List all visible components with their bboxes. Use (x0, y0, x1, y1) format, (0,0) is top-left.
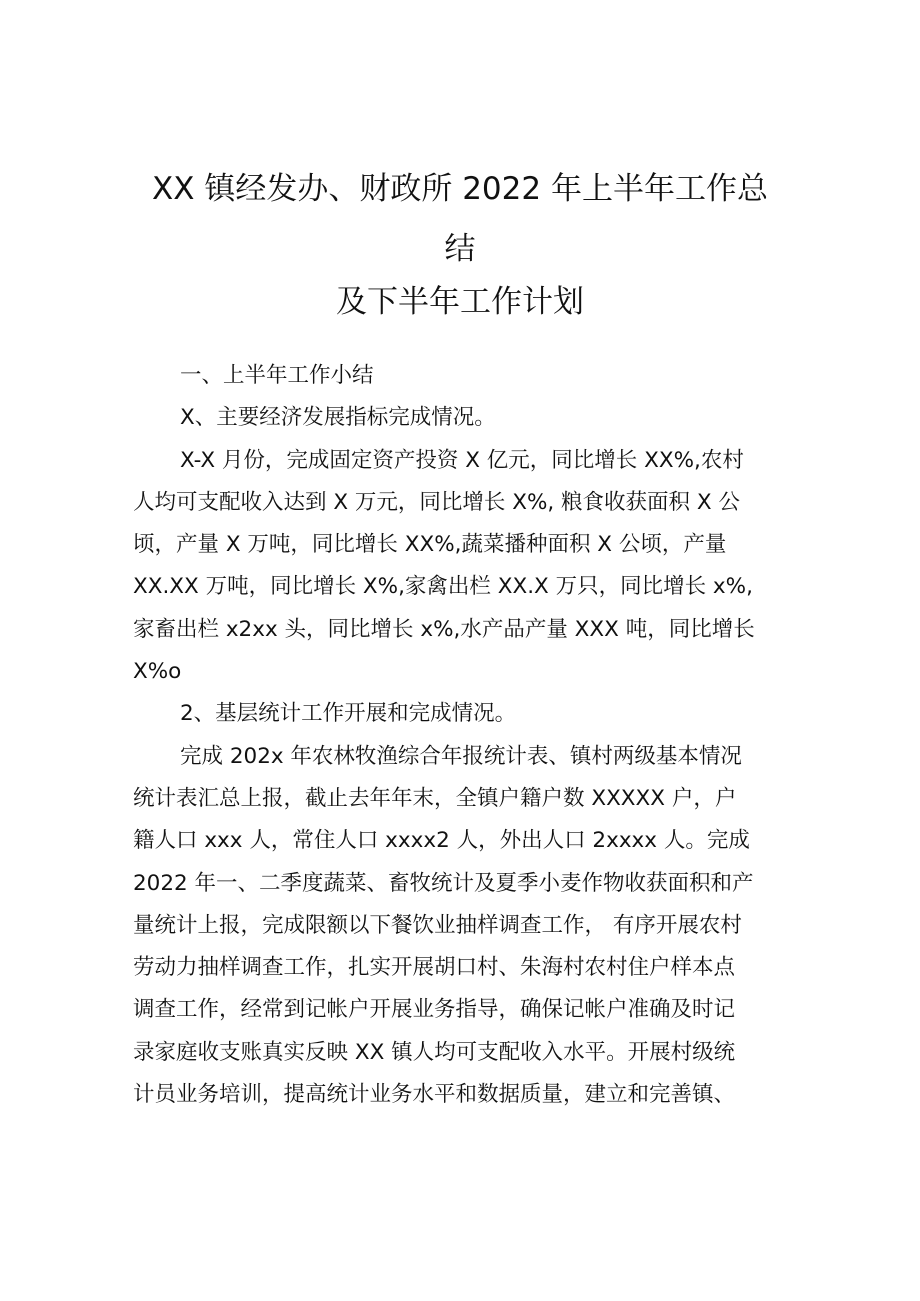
item-2-paragraph-line: 劳动力抽样调查工作，扎实开展胡口村、朱海村农村住户样本点 (133, 955, 736, 981)
item-1-paragraph-line: 人均可支配收入达到 X 万元，同比增长 X%, 粮食收获面积 X 公 (133, 489, 740, 515)
item-1-paragraph-line: X-X 月份，完成固定资产投资 X 亿元，同比增长 XX%,农村 (180, 447, 744, 473)
item-2-paragraph-line: 调查工作，经常到记帐户开展业务指导，确保记帐户准确及时记 (133, 997, 736, 1023)
item-2-paragraph-line: 2022 年一、二季度蔬菜、畜牧统计及夏季小麦作物收获面积和产 (133, 870, 754, 896)
item-2-paragraph-line: 籍人口 xxx 人，常住人口 xxxx2 人，外出人口 2xxxx 人。完成 (133, 828, 750, 854)
item-1-paragraph-line: XX.XX 万吨，同比增长 X%,家禽出栏 XX.X 万只，同比增长 x%, (133, 574, 753, 600)
item-2-heading: 2、基层统计工作开展和完成情况。 (180, 701, 517, 727)
section-heading: 一、上半年工作小结 (180, 363, 374, 388)
item-1-paragraph-line: X%o (133, 659, 182, 685)
item-2-paragraph-line: 量统计上报，完成限额以下餐饮业抽样调查工作， 有序开展农村 (133, 912, 742, 938)
document-title-line-2: 结 (444, 231, 476, 267)
item-2-paragraph-line: 统计表汇总上报，截止去年年末，全镇户籍户数 XXXXX 户，户 (133, 785, 737, 811)
item-2-paragraph-line: 计员业务培训，提高统计业务水平和数据质量，建立和完善镇、 (133, 1082, 736, 1108)
item-1-heading: X、主要经济发展指标完成情况。 (180, 405, 496, 431)
item-1-paragraph-line: 家畜出栏 x2xx 头，同比增长 x%,水产品产量 XXX 吨，同比增长 (133, 616, 755, 642)
item-2-paragraph-line: 录家庭收支账真实反映 XX 镇人均可支配收入水平。开展村级统 (133, 1039, 736, 1065)
document-title-line-3: 及下半年工作计划 (336, 284, 584, 320)
document-body (133, 355, 793, 1116)
document-title-line-1: XX 镇经发办、财政所 2022 年上半年工作总 (152, 171, 768, 207)
item-2-paragraph-line: 完成 202x 年农林牧渔综合年报统计表、镇村两级基本情况 (180, 743, 742, 769)
item-1-paragraph-line: 顷，产量 X 万吨，同比增长 XX%,蔬菜播种面积 X 公顷，产量 (133, 532, 727, 558)
